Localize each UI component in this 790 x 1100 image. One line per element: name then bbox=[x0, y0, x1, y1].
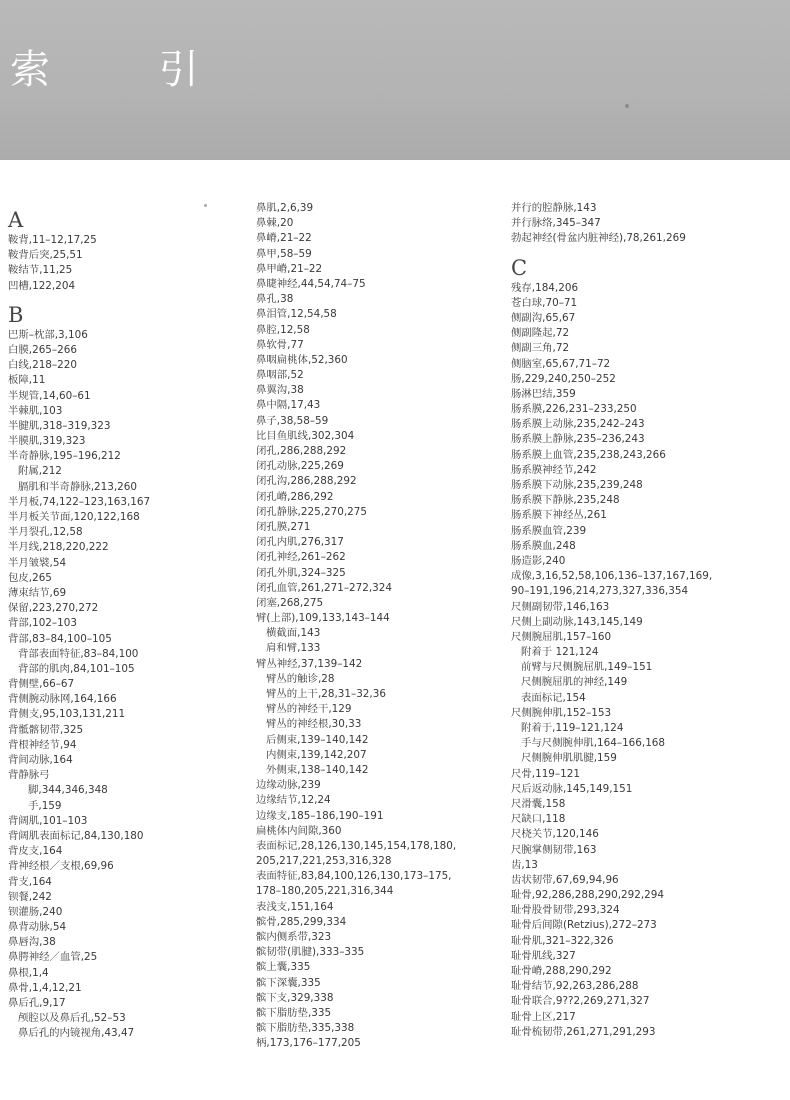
index-entry: 侧副沟,65,67 bbox=[511, 311, 576, 324]
index-entry: 半棘肌,103 bbox=[8, 404, 63, 417]
index-entry: 髌下脂肪垫,335,338 bbox=[256, 1022, 355, 1035]
index-entry: 鼻嵴,21–22 bbox=[256, 232, 312, 245]
index-entry: 闭孔,286,288,292 bbox=[256, 445, 347, 457]
index-subentry: 背部的肌肉,84,101–105 bbox=[18, 662, 135, 675]
index-entry: 并行脉络,345–347 bbox=[511, 217, 601, 230]
index-subentry: 鼻后孔的内镜视角,43,47 bbox=[18, 1027, 135, 1040]
index-entry: 背神经根／支根,69,96 bbox=[8, 860, 114, 873]
header-band bbox=[0, 0, 790, 160]
index-entry: 背侧壁,66–67 bbox=[8, 678, 75, 691]
index-entry: 205,217,221,253,316,328 bbox=[256, 855, 392, 868]
index-entry: 耻骨结节,92,263,286,288 bbox=[511, 980, 639, 993]
index-entry-list bbox=[8, 328, 253, 1042]
index-entry: 齿状韧带,67,69,94,96 bbox=[511, 873, 619, 886]
index-entry: 鼻棘,20 bbox=[256, 217, 294, 230]
index-subentry: 颅腔以及鼻后孔,52–53 bbox=[18, 1012, 126, 1025]
index-entry: 侧脑室,65,67,71–72 bbox=[511, 357, 611, 370]
index-entry: 耻骨嵴,288,290,292 bbox=[511, 965, 612, 977]
index-entry: 尺桡关节,120,146 bbox=[511, 828, 599, 841]
index-entry: 背部,83–84,100–105 bbox=[8, 632, 112, 645]
index-subentry: 肩和臂,133 bbox=[266, 642, 321, 655]
index-entry: 白线,218–220 bbox=[8, 359, 77, 372]
index-entry: 包皮,265 bbox=[8, 571, 52, 584]
index-entry: 白膜,265–266 bbox=[8, 343, 77, 356]
index-entry: 耻骨后间隙(Retzius),272–273 bbox=[511, 919, 657, 932]
index-entry: 背部,102–103 bbox=[8, 617, 77, 630]
index-entry: 鼻根,1,4 bbox=[8, 966, 49, 979]
index-entry: 耻骨上区,217 bbox=[511, 1010, 576, 1023]
index-entry: 巴斯–枕部,3,106 bbox=[8, 328, 88, 341]
index-subentry: 横截面,143 bbox=[266, 627, 321, 640]
index-entry: 肠造影,240 bbox=[511, 554, 566, 567]
index-subentry: 后侧束,139–140,142 bbox=[266, 733, 369, 746]
index-subentry: 手,159 bbox=[28, 799, 62, 812]
index-entry: 闭孔膜,271 bbox=[256, 520, 311, 533]
index-subentry: 臂丛的上干,28,31–32,36 bbox=[266, 688, 386, 700]
index-entry: 薄束结节,69 bbox=[8, 586, 67, 599]
index-entry: 尺腕掌侧韧带,163 bbox=[511, 843, 597, 856]
index-entry: 尺后返动脉,145,149,151 bbox=[511, 782, 633, 795]
index-entry: 扁桃体内间隙,360 bbox=[256, 824, 342, 837]
index-entry: 耻骨,92,286,288,290,292,294 bbox=[511, 889, 664, 902]
index-entry: 背支,164 bbox=[8, 875, 52, 888]
index-entry: 肠系膜,226,231–233,250 bbox=[511, 403, 637, 416]
index-entry: 髌上囊,335 bbox=[256, 961, 311, 974]
index-entry: 背侧支,95,103,131,211 bbox=[8, 708, 126, 721]
index-entry: 边缘动脉,239 bbox=[256, 779, 321, 792]
index-entry: 鼻泪管,12,54,58 bbox=[256, 308, 337, 321]
index-entry: 半奇静脉,195–196,212 bbox=[8, 450, 121, 463]
index-entry: 背骶髂韧带,325 bbox=[8, 723, 84, 736]
index-entry: 闭孔嵴,286,292 bbox=[256, 490, 334, 503]
index-entry: 边缘结节,12,24 bbox=[256, 794, 331, 807]
index-entry: 尺滑囊,158 bbox=[511, 797, 566, 810]
index-entry: 背根神经节,94 bbox=[8, 738, 77, 751]
index-entry: 尺侧副韧带,146,163 bbox=[511, 600, 610, 613]
index-subentry: 表面标记,154 bbox=[521, 691, 586, 704]
index-entry: 髌内侧系带,323 bbox=[256, 931, 332, 943]
index-entry-list bbox=[511, 201, 756, 247]
index-entry: 闭孔血管,261,271–272,324 bbox=[256, 581, 392, 594]
index-entry: 并行的腔静脉,143 bbox=[511, 202, 597, 214]
index-entry: 髌韧带(肌腱),333–335 bbox=[256, 946, 365, 959]
index-subentry: 膈肌和半奇静脉,213,260 bbox=[18, 480, 138, 493]
index-entry: 耻骨联合,9??2,269,271,327 bbox=[511, 995, 650, 1008]
index-entry: 半月线,218,220,222 bbox=[8, 541, 109, 554]
index-subentry: 臂丛的触诊,28 bbox=[266, 672, 335, 685]
index-entry: 闭孔内肌,276,317 bbox=[256, 536, 344, 549]
index-entry: 背阔肌表面标记,84,130,180 bbox=[8, 829, 144, 842]
index-entry: 半腱肌,318–319,323 bbox=[8, 419, 111, 432]
index-column-3 bbox=[511, 201, 756, 1040]
index-entry: 闭孔沟,286,288,292 bbox=[256, 475, 357, 488]
index-entry: 表面标记,28,126,130,145,154,178,180, bbox=[256, 839, 457, 852]
section-letter: C bbox=[511, 255, 528, 280]
index-entry: 侧副隆起,72 bbox=[511, 327, 570, 340]
index-column-2 bbox=[256, 201, 501, 1052]
page-title: 索 引 bbox=[10, 47, 247, 93]
index-entry: 肠淋巴结,359 bbox=[511, 387, 576, 400]
index-entry: 鼻睫神经,44,54,74–75 bbox=[256, 277, 366, 290]
index-entry: 髌骨,285,299,334 bbox=[256, 915, 347, 928]
header-dot bbox=[625, 104, 629, 108]
index-subentry: 手与尺侧腕伸肌,164–166,168 bbox=[521, 737, 666, 750]
index-entry: 鼻骨,1,4,12,21 bbox=[8, 981, 82, 994]
index-entry: 肠系膜血,248 bbox=[511, 539, 576, 552]
index-subentry: 附着于 121,124 bbox=[521, 646, 599, 659]
index-entry: 鞍背后突,25,51 bbox=[8, 249, 83, 262]
index-entry: 鼻子,38,58–59 bbox=[256, 414, 329, 427]
index-entry: 178–180,205,221,316,344 bbox=[256, 885, 394, 898]
index-entry: 耻骨肌线,327 bbox=[511, 949, 576, 962]
index-entry: 背间动脉,164 bbox=[8, 754, 73, 766]
index-entry: 半膜肌,319,323 bbox=[8, 435, 86, 448]
index-entry: 鼻软骨,77 bbox=[256, 338, 304, 351]
index-entry: 钡灌肠,240 bbox=[8, 905, 63, 918]
index-entry: 耻骨梳韧带,261,271,291,293 bbox=[511, 1025, 656, 1038]
index-entry: 鼻中隔,17,43 bbox=[256, 399, 321, 412]
index-entry-list bbox=[511, 281, 756, 1040]
index-entry: 鼻甲嵴,21–22 bbox=[256, 262, 323, 275]
index-entry: 肠,229,240,250–252 bbox=[511, 372, 616, 385]
index-entry: 鼻唇沟,38 bbox=[8, 936, 56, 949]
index-subentry: 内侧束,139,142,207 bbox=[266, 748, 367, 761]
index-entry: 闭孔动脉,225,269 bbox=[256, 460, 344, 473]
index-entry: 板障,11 bbox=[8, 374, 46, 387]
index-entry: 尺缺口,118 bbox=[511, 813, 566, 826]
index-entry: 鼻后孔,9,17 bbox=[8, 997, 66, 1009]
index-entry: 闭孔神经,261–262 bbox=[256, 551, 346, 564]
index-subentry: 外侧束,138–140,142 bbox=[266, 763, 369, 776]
index-entry: 髌下深囊,335 bbox=[256, 976, 321, 989]
index-entry: 尺骨,119–121 bbox=[511, 767, 580, 780]
index-entry: 肠系膜下静脉,235,248 bbox=[511, 494, 620, 507]
index-entry: 尺侧上副动脉,143,145,149 bbox=[511, 615, 643, 628]
index-entry: 鼻孔,38 bbox=[256, 293, 294, 306]
index-entry: 耻骨肌,321–322,326 bbox=[511, 934, 614, 947]
index-entry: 侧副三角,72 bbox=[511, 342, 570, 355]
index-entry: 肠系膜下动脉,235,239,248 bbox=[511, 479, 643, 491]
index-entry: 耻骨股骨韧带,293,324 bbox=[511, 904, 620, 917]
index-entry: 尺侧腕屈肌,157–160 bbox=[511, 630, 612, 643]
index-subentry: 臂丛的神经根,30,33 bbox=[266, 718, 362, 731]
index-entry: 闭塞,268,275 bbox=[256, 596, 324, 609]
index-entry: 鼻甲,58–59 bbox=[256, 247, 312, 260]
index-entry: 臂丛神经,37,139–142 bbox=[256, 657, 363, 670]
index-entry: 肠系膜神经节,242 bbox=[511, 463, 597, 476]
index-entry: 鞍结节,11,25 bbox=[8, 264, 73, 277]
index-entry: 髌下支,329,338 bbox=[256, 991, 334, 1004]
index-entry: 表浅支,151,164 bbox=[256, 900, 334, 913]
index-entry: 背皮支,164 bbox=[8, 845, 63, 858]
index-entry: 肠系膜上静脉,235–236,243 bbox=[511, 433, 645, 446]
index-subentry: 臂丛的神经干,129 bbox=[266, 703, 352, 716]
index-entry: 肠系膜上动脉,235,242–243 bbox=[511, 418, 645, 431]
section-letter: A bbox=[8, 208, 24, 232]
index-subentry: 脚,344,346,348 bbox=[28, 784, 108, 797]
index-subentry: 附属,212 bbox=[18, 465, 62, 478]
index-entry: 半月裂孔,12,58 bbox=[8, 526, 83, 539]
index-entry: 半月板,74,122–123,163,167 bbox=[8, 495, 151, 508]
index-entry: 残存,184,206 bbox=[511, 281, 579, 294]
index-subentry: 背部表面特征,83–84,100 bbox=[18, 647, 139, 660]
index-entry: 勃起神经(骨盆内脏神经),78,261,269 bbox=[511, 232, 686, 245]
index-entry: 闭孔静脉,225,270,275 bbox=[256, 505, 367, 518]
index-entry: 比目鱼肌线,302,304 bbox=[256, 429, 355, 442]
index-entry: 凹槽,122,204 bbox=[8, 279, 76, 292]
index-entry: 背侧腕动脉网,164,166 bbox=[8, 693, 117, 706]
index-entry: 背静脉弓 bbox=[8, 769, 50, 782]
index-subentry: 尺侧腕屈肌的神经,149 bbox=[521, 676, 628, 689]
index-entry: 鞍背,11–12,17,25 bbox=[8, 234, 97, 246]
index-entry: 肠系膜下神经丛,261 bbox=[511, 509, 607, 522]
index-entry: 臂(上部),109,133,143–144 bbox=[256, 612, 390, 625]
index-entry: 鼻咽扁桃体,52,360 bbox=[256, 353, 348, 366]
index-entry: 半月板关节面,120,122,168 bbox=[8, 511, 140, 523]
index-entry: 闭孔外肌,324–325 bbox=[256, 566, 346, 579]
index-entry: 保留,223,270,272 bbox=[8, 602, 99, 615]
index-entry: 髌下脂肪垫,335 bbox=[256, 1006, 332, 1019]
index-subentry: 尺侧腕伸肌肌腱,159 bbox=[521, 752, 617, 765]
index-entry: 鼻肌,2,6,39 bbox=[256, 202, 314, 214]
index-entry-list bbox=[256, 201, 501, 1052]
index-entry: 边缘支,185–186,190–191 bbox=[256, 809, 384, 822]
index-entry: 90–191,196,214,273,327,336,354 bbox=[511, 585, 689, 598]
index-entry: 肠系膜血管,239 bbox=[511, 524, 587, 537]
index-entry: 鼻咽部,52 bbox=[256, 369, 304, 382]
index-column-1 bbox=[8, 207, 253, 1042]
index-subentry: 附着于,119–121,124 bbox=[521, 722, 624, 734]
index-entry: 尺侧腕伸肌,152–153 bbox=[511, 706, 612, 719]
index-entry: 齿,13 bbox=[511, 858, 538, 871]
index-subentry: 前臂与尺侧腕屈肌,149–151 bbox=[521, 661, 653, 674]
index-entry: 钡餐,242 bbox=[8, 890, 52, 903]
index-entry: 鼻翼沟,38 bbox=[256, 384, 304, 397]
index-entry-list bbox=[8, 233, 253, 294]
index-entry: 表面特征,83,84,100,126,130,173–175, bbox=[256, 870, 452, 883]
index-entry: 半月皱襞,54 bbox=[8, 556, 67, 569]
index-entry: 鼻背动脉,54 bbox=[8, 921, 67, 934]
index-entry: 鼻腭神经／血管,25 bbox=[8, 951, 98, 964]
index-entry: 柄,173,176–177,205 bbox=[256, 1037, 361, 1050]
index-entry: 背阔肌,101–103 bbox=[8, 814, 88, 827]
index-entry: 成像,3,16,52,58,106,136–137,167,169, bbox=[511, 570, 713, 583]
index-entry: 苍白球,70–71 bbox=[511, 296, 578, 309]
section-letter: B bbox=[8, 302, 24, 327]
index-entry: 半规管,14,60–61 bbox=[8, 389, 91, 402]
index-entry: 鼻腔,12,58 bbox=[256, 323, 310, 336]
index-entry: 肠系膜上血管,235,238,243,266 bbox=[511, 448, 666, 461]
